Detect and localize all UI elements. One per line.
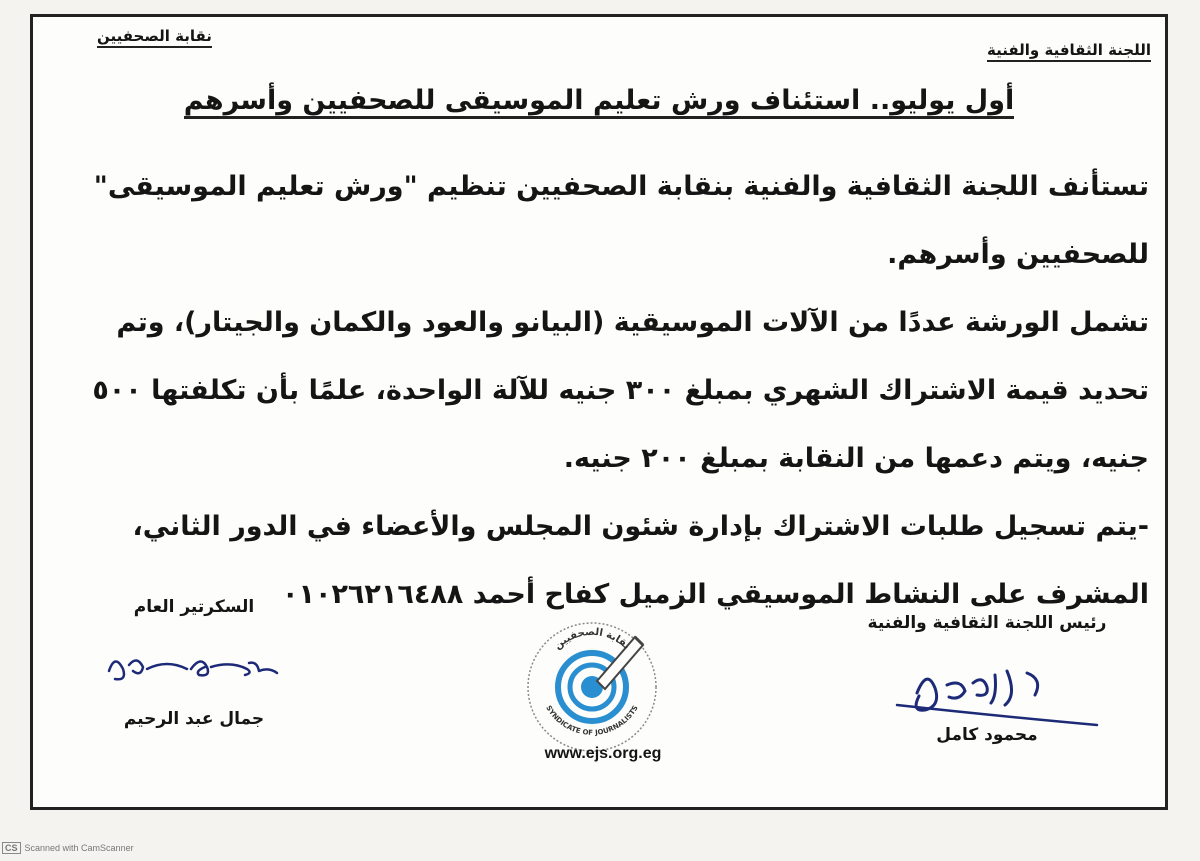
- handwritten-signature-chairman-icon: [877, 653, 1107, 733]
- scanner-text: Scanned with CamScanner: [24, 843, 134, 853]
- paragraph-2: تشمل الورشة عددًا من الآلات الموسيقية (البيانو والعود والكمان والجيتار)، وتم تحديد قيمة الاشتراك الشهري بمبلغ ٣٠٠ جنيه للآلة الواحدة، علمًا بأن تكلفتها ٥٠٠ جنيه، ويتم دعمها من النقابة بمبلغ ٢٠٠ جنيه.: [92, 307, 1149, 474]
- document-body: [47, 153, 1149, 629]
- signature-name-secretary: جمال عبد الرحيم: [123, 709, 265, 729]
- svg-text:نقابة الصحفيين: [552, 627, 632, 652]
- seal-bottom-text: SYNDICATE OF JOURNALISTS: [544, 704, 640, 737]
- signature-name-chairman: محمود كامل: [936, 725, 1038, 745]
- paragraph-1: تستأنف اللجنة الثقافية والفنية بنقابة الصحفيين تنظيم "ورش تعليم الموسيقى" للصحفيين وأسرهم.: [93, 171, 1149, 270]
- scanner-badge-icon: CS: [2, 842, 21, 854]
- header-syndicate: نقابة الصحفيين: [97, 27, 212, 48]
- signature-block-chairman: [837, 613, 1137, 745]
- paragraph-3: -يتم تسجيل طلبات الاشتراك بإدارة شئون المجلس والأعضاء في الدور الثاني، المشرف على النشاط الموسيقي الزميل كفاح أحمد ٠١٠٢٦٢١٦٤٨٨: [132, 511, 1149, 610]
- scanner-watermark: [2, 842, 134, 854]
- signature-title-secretary: السكرتير العام: [133, 597, 255, 617]
- header-committee: اللجنة الثقافية والفنية: [987, 41, 1151, 62]
- handwritten-signature-secretary-icon: [99, 635, 289, 695]
- document-title: [33, 85, 1165, 116]
- syndicate-of-journalists-seal-icon: [517, 607, 667, 757]
- document-sheet: [30, 14, 1168, 810]
- signature-block-secretary: [79, 597, 309, 729]
- website-link[interactable]: www.ejs.org.eg: [544, 745, 662, 762]
- seal-top-text: نقابة الصحفيين: [552, 626, 632, 652]
- document-title-text: أول يوليو.. استئناف ورش تعليم الموسيقى للصحفيين وأسرهم: [184, 85, 1015, 119]
- signature-title-chairman: رئيس اللجنة الثقافية والفنية: [867, 613, 1107, 633]
